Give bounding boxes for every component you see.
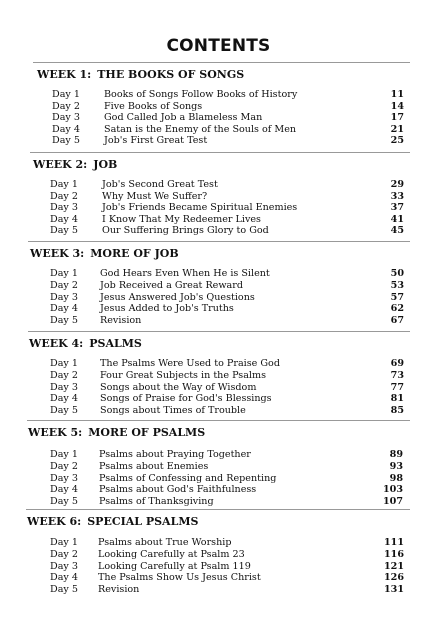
toc-entry[interactable]: [0, 449, 437, 461]
week-label: WEEK 4:: [29, 337, 84, 350]
lesson-title: Job's Friends Became Spiritual Enemies: [102, 202, 298, 213]
lesson-title: Songs of Praise for God's Blessings: [100, 393, 272, 405]
page-number: 17: [390, 112, 404, 123]
toc-entry[interactable]: [0, 473, 437, 485]
toc-entry[interactable]: [0, 268, 437, 280]
section-divider: [28, 331, 410, 332]
page-number: 25: [390, 135, 404, 146]
day-label: Day 2: [50, 548, 78, 560]
lesson-title: Psalms about Enemies: [99, 460, 209, 472]
day-label: Day 5: [52, 135, 80, 146]
page-number: 69: [390, 358, 404, 369]
page-number: 50: [390, 268, 404, 279]
page-number: 57: [390, 291, 404, 303]
page-number: 98: [389, 472, 403, 484]
day-label: Day 3: [50, 381, 78, 393]
section-divider: [27, 420, 410, 421]
toc-entry[interactable]: [0, 405, 437, 417]
day-label: Day 2: [50, 279, 78, 291]
lesson-title: Job Received a Great Reward: [100, 279, 244, 291]
page-title: CONTENTS: [166, 36, 271, 56]
week-title: SPECIAL PSALMS: [87, 515, 199, 528]
toc-entry[interactable]: [0, 537, 437, 549]
page-number: 121: [383, 560, 404, 572]
week-title: MORE OF PSALMS: [88, 426, 206, 439]
page-number: 111: [383, 537, 404, 548]
page-number: 116: [383, 548, 404, 560]
day-label: Day 4: [52, 123, 80, 135]
day-label: Day 4: [50, 572, 78, 584]
week-header: [33, 157, 117, 173]
day-label: Day 1: [50, 449, 78, 460]
week-header: [30, 246, 179, 262]
page-number: 85: [390, 405, 404, 417]
week-label: WEEK 6:: [27, 515, 82, 528]
lesson-title: Jesus Added to Job's Truths: [100, 303, 234, 315]
day-label: Day 1: [50, 179, 78, 190]
week-header: [27, 514, 198, 530]
toc-entry[interactable]: [0, 303, 437, 315]
lesson-title: Job's Second Great Test: [102, 179, 218, 190]
week-header: [37, 67, 244, 83]
day-label: Day 1: [50, 537, 78, 548]
toc-entry[interactable]: [0, 191, 437, 203]
lesson-title: Looking Carefully at Psalm 23: [98, 548, 245, 560]
day-label: Day 4: [50, 484, 78, 496]
day-label: Day 2: [52, 100, 80, 112]
toc-entry[interactable]: [0, 135, 437, 147]
toc-entry[interactable]: [0, 202, 437, 214]
day-label: Day 4: [50, 303, 78, 315]
toc-entry[interactable]: [0, 225, 437, 237]
toc-entry[interactable]: [0, 315, 437, 327]
toc-entry[interactable]: [0, 393, 437, 405]
toc-entry[interactable]: [0, 214, 437, 226]
page-number: 33: [390, 190, 404, 202]
day-label: Day 5: [50, 225, 78, 236]
page-number: 103: [382, 484, 403, 496]
page-number: 45: [390, 225, 404, 236]
lesson-title: Satan is the Enemy of the Souls of Men: [104, 123, 297, 135]
week-header: [29, 336, 142, 352]
toc-entry[interactable]: [0, 461, 437, 473]
toc-entry[interactable]: [0, 572, 437, 584]
toc-entry[interactable]: [0, 484, 437, 496]
day-label: Day 5: [50, 405, 78, 417]
lesson-title: Songs about the Way of Wisdom: [100, 381, 257, 393]
toc-entry[interactable]: [0, 382, 437, 394]
lesson-title: Revision: [98, 584, 140, 596]
lesson-title: Jesus Answered Job's Questions: [100, 291, 255, 303]
section-divider: [26, 509, 410, 510]
lesson-title: The Psalms Show Us Jesus Christ: [98, 572, 261, 584]
toc-entry[interactable]: [0, 370, 437, 382]
toc-entry[interactable]: [0, 124, 437, 136]
day-label: Day 1: [52, 89, 80, 100]
page-number: 107: [382, 496, 403, 508]
section-divider: [28, 241, 410, 242]
lesson-title: The Psalms Were Used to Praise God: [100, 358, 280, 369]
lesson-title: Looking Carefully at Psalm 119: [98, 560, 251, 572]
toc-entry[interactable]: [0, 101, 437, 113]
toc-entry[interactable]: [0, 112, 437, 124]
page-number: 67: [390, 315, 404, 327]
page-number: 29: [390, 179, 404, 190]
day-label: Day 2: [50, 460, 78, 472]
lesson-title: God Called Job a Blameless Man: [104, 112, 263, 123]
page-number: 89: [389, 449, 403, 460]
page-number: 62: [390, 303, 404, 315]
week-label: WEEK 2:: [33, 158, 88, 171]
toc-entry[interactable]: [0, 358, 437, 370]
page-number: 41: [390, 213, 404, 225]
lesson-title: Revision: [100, 315, 142, 327]
lesson-title: Our Suffering Brings Glory to God: [102, 225, 269, 236]
page-number: 73: [390, 369, 404, 381]
section-divider: [30, 152, 410, 153]
week-title: THE BOOKS OF SONGS: [97, 68, 245, 81]
lesson-title: Four Great Subjects in the Psalms: [100, 369, 267, 381]
day-label: Day 3: [50, 202, 78, 213]
week-label: WEEK 3:: [30, 247, 85, 260]
page-number: 21: [390, 123, 404, 135]
week-label: WEEK 1:: [37, 68, 92, 81]
page-number: 53: [390, 279, 404, 291]
lesson-title: Why Must We Suffer?: [102, 190, 208, 202]
lesson-title: Songs about Times of Trouble: [100, 405, 246, 417]
day-label: Day 1: [50, 268, 78, 279]
day-label: Day 4: [50, 213, 78, 225]
page-number: 131: [383, 584, 404, 596]
page-number: 126: [383, 572, 404, 584]
lesson-title: Psalms about God's Faithfulness: [99, 484, 257, 496]
lesson-title: I Know That My Redeemer Lives: [102, 213, 261, 225]
toc-entry[interactable]: [0, 292, 437, 304]
week-title: PSALMS: [89, 337, 142, 350]
lesson-title: Psalms of Confessing and Repenting: [99, 472, 277, 484]
page-number: 11: [390, 89, 404, 100]
toc-entry[interactable]: [0, 280, 437, 292]
toc-entry[interactable]: [0, 179, 437, 191]
day-label: Day 5: [50, 315, 78, 327]
section-divider: [33, 62, 410, 63]
lesson-title: Five Books of Songs: [104, 100, 203, 112]
lesson-title: Books of Songs Follow Books of History: [104, 89, 298, 100]
page-number: 93: [389, 460, 403, 472]
day-label: Day 3: [50, 560, 78, 572]
day-label: Day 1: [50, 358, 78, 369]
lesson-title: God Hears Even When He is Silent: [100, 268, 270, 279]
lesson-title: Psalms of Thanksgiving: [99, 496, 214, 508]
day-label: Day 3: [52, 112, 80, 123]
page-number: 14: [390, 100, 404, 112]
lesson-title: Job's First Great Test: [104, 135, 208, 146]
page-number: 77: [390, 381, 404, 393]
toc-entry[interactable]: [0, 561, 437, 573]
lesson-title: Psalms about Praying Together: [99, 449, 251, 460]
week-header: [28, 425, 205, 441]
day-label: Day 5: [50, 496, 78, 508]
day-label: Day 4: [50, 393, 78, 405]
day-label: Day 2: [50, 369, 78, 381]
day-label: Day 2: [50, 190, 78, 202]
lesson-title: Psalms about True Worship: [98, 537, 232, 548]
toc-entry[interactable]: [0, 89, 437, 101]
week-title: JOB: [93, 158, 118, 171]
day-label: Day 3: [50, 291, 78, 303]
toc-entry[interactable]: [0, 584, 437, 596]
day-label: Day 3: [50, 472, 78, 484]
page-number: 81: [390, 393, 404, 405]
day-label: Day 5: [50, 584, 78, 596]
week-title: MORE OF JOB: [90, 247, 179, 260]
toc-entry[interactable]: [0, 496, 437, 508]
week-label: WEEK 5:: [28, 426, 83, 439]
toc-entry[interactable]: [0, 549, 437, 561]
page-number: 37: [390, 202, 404, 213]
